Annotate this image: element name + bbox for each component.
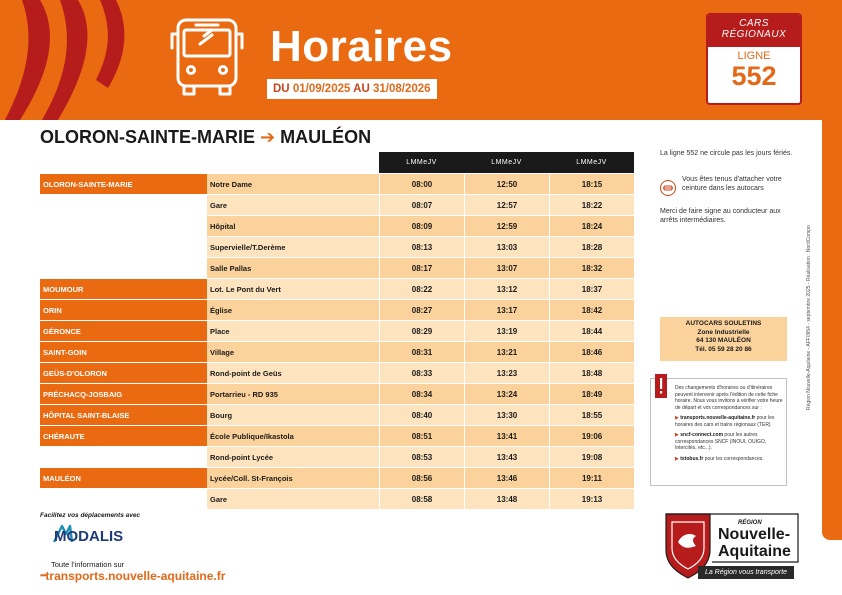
departure-time: 13:23	[464, 362, 549, 383]
commune-name	[40, 236, 207, 257]
timetable-row	[40, 236, 634, 257]
commune-name: ORIN	[40, 299, 207, 320]
departure-time: 18:15	[549, 173, 634, 194]
departure-time: 08:09	[379, 215, 464, 236]
stop-name: École Publique/Ikastola	[207, 425, 379, 446]
timetable-row	[40, 194, 634, 215]
seatbelt-text: Vous êtes tenus d'attacher votre ceinture dans les autocars	[682, 176, 782, 192]
departure-time: 12:59	[464, 215, 549, 236]
route-arrow-icon: ➔	[260, 127, 276, 147]
stop-name: Bourg	[207, 404, 379, 425]
departure-time: 08:56	[379, 467, 464, 488]
info-website-text[interactable]: transports.nouvelle-aquitaine.fr	[45, 569, 226, 583]
departure-time: 19:08	[549, 446, 634, 467]
commune-name: SAINT-GOIN	[40, 341, 207, 362]
commune-name: MAULÉON	[40, 467, 207, 488]
changes-info-box	[650, 378, 787, 486]
departure-time: 13:30	[464, 404, 549, 425]
sign-driver-note: Merci de faire signe au conducteur aux arrêts intermédiaires.	[660, 208, 781, 224]
header-blank	[40, 152, 207, 173]
holidays-note: La ligne 552 ne circule pas les jours fériés.	[660, 150, 793, 157]
departure-time: 08:29	[379, 320, 464, 341]
line-label: LIGNE	[737, 50, 771, 62]
commune-name	[40, 215, 207, 236]
commune-name: GEÜS-D'OLORON	[40, 362, 207, 383]
print-credit: Région Nouvelle-Aquitaine - AFF0954 - septembre 2025 - Réalisation : NordCompo	[806, 225, 812, 410]
date-to: 31/08/2026	[373, 83, 431, 95]
departure-time: 08:17	[379, 257, 464, 278]
header-blank	[207, 152, 379, 173]
departure-time: 18:32	[549, 257, 634, 278]
departure-time: 08:51	[379, 425, 464, 446]
stop-name: Village	[207, 341, 379, 362]
seatbelt-icon	[660, 180, 676, 196]
info-link-3-desc: pour les correspondances.	[704, 455, 764, 462]
info-link-row: ▶ sncf-connect.com pour les autres correspondances SNCF (INOUI, OUIGO, Intercités, etc...).	[675, 432, 767, 451]
timetable-row	[40, 383, 634, 404]
stop-name: Gare	[207, 488, 379, 509]
stop-name: Supervielle/T.Derème	[207, 236, 379, 257]
departure-time: 08:27	[379, 299, 464, 320]
stop-name: Lot. Le Pont du Vert	[207, 278, 379, 299]
commune-name	[40, 194, 207, 215]
stop-name: Notre Dame	[207, 173, 379, 194]
decorative-swoosh-icon	[0, 0, 170, 120]
departure-time: 19:11	[549, 467, 634, 488]
header-band	[0, 0, 842, 120]
departure-time: 18:55	[549, 404, 634, 425]
timetable-row	[40, 446, 634, 467]
departure-time: 13:41	[464, 425, 549, 446]
info-caption: Toute l'information sur	[51, 560, 125, 569]
timetable	[40, 152, 634, 509]
operator-contact	[660, 317, 787, 361]
info-link-2[interactable]: sncf-connect.com	[680, 432, 724, 438]
modalis-logo	[52, 522, 132, 546]
day-header: LMMeJV	[379, 152, 464, 173]
timetable-row	[40, 341, 634, 362]
bus-icon	[168, 14, 246, 104]
departure-time: 08:34	[379, 383, 464, 404]
timetable-row	[40, 467, 634, 488]
departure-time: 13:48	[464, 488, 549, 509]
day-header: LMMeJV	[464, 152, 549, 173]
timetable-row	[40, 362, 634, 383]
commune-name: GÉRONCE	[40, 320, 207, 341]
departure-time: 08:07	[379, 194, 464, 215]
stop-name: Gare	[207, 194, 379, 215]
stop-name: Hôpital	[207, 215, 379, 236]
departure-time: 13:46	[464, 467, 549, 488]
stop-name: Place	[207, 320, 379, 341]
region-tagline: La Région vous transporte	[698, 566, 794, 579]
commune-name: PRÉCHACQ-JOSBAIG	[40, 383, 207, 404]
info-link-row: ▶ txtobus.fr pour les correspondances.	[675, 455, 764, 462]
timetable-row	[40, 257, 634, 278]
day-header: LMMeJV	[549, 152, 634, 173]
stop-name: Rond-point Lycée	[207, 446, 379, 467]
departure-time: 08:33	[379, 362, 464, 383]
route-origin: OLORON-SAINTE-MARIE	[40, 127, 255, 147]
timetable-row	[40, 299, 634, 320]
line-number: 552	[731, 61, 777, 91]
stop-name: Rond-point de Geüs	[207, 362, 379, 383]
departure-time: 18:44	[549, 320, 634, 341]
departure-time: 13:12	[464, 278, 549, 299]
commune-name: OLORON-SAINTE-MARIE	[40, 173, 207, 194]
departure-time: 12:57	[464, 194, 549, 215]
seatbelt-note	[660, 176, 800, 196]
commune-name: MOUMOUR	[40, 278, 207, 299]
region-label: RÉGION	[738, 520, 762, 526]
departure-time: 08:22	[379, 278, 464, 299]
departure-time: 13:24	[464, 383, 549, 404]
info-link-1-desc: pour les horaires des cars et trains régionaux (TER)	[675, 415, 775, 428]
departure-time: 08:40	[379, 404, 464, 425]
info-link-3[interactable]: txtobus.fr	[680, 455, 704, 462]
validity-dates	[267, 79, 437, 99]
departure-time: 18:42	[549, 299, 634, 320]
departure-time: 08:00	[379, 173, 464, 194]
timetable-row	[40, 488, 634, 509]
departure-time: 08:13	[379, 236, 464, 257]
stop-name: Lycée/Coll. St-François	[207, 467, 379, 488]
date-from: 01/09/2025	[292, 83, 351, 95]
stop-name: Salle Pallas	[207, 257, 379, 278]
changes-intro: Des changements d'horaires ou d'itinéraires peuvent intervenir après l'édition de cette fiche horaire. Nous vous invitons à vérifier votre heure de départ et vos correspondances sur :	[675, 385, 783, 411]
info-link-1[interactable]: transports.nouvelle-aquitaine.fr	[680, 415, 756, 421]
departure-time: 13:17	[464, 299, 549, 320]
info-website[interactable]: •••transports.nouvelle-aquitaine.fr	[40, 569, 226, 583]
departure-time: 18:49	[549, 383, 634, 404]
departure-time: 13:03	[464, 236, 549, 257]
info-link-row: ▶ transports.nouvelle-aquitaine.fr pour les horaires des cars et trains régionaux (TER)	[675, 415, 775, 428]
changes-info-text	[675, 385, 785, 462]
departure-time: 18:28	[549, 236, 634, 257]
departure-time: 19:06	[549, 425, 634, 446]
modalis-name: MODALIS	[54, 528, 124, 545]
departure-time: 08:53	[379, 446, 464, 467]
timetable-header-row	[40, 152, 634, 173]
commune-name: HÔPITAL SAINT-BLAISE	[40, 404, 207, 425]
operator-name: AUTOCARS SOULETINS	[685, 320, 762, 327]
operator-address-1: Zone Industrielle	[697, 328, 750, 336]
route-title	[40, 127, 371, 148]
commune-name	[40, 488, 207, 509]
warning-icon	[655, 374, 667, 398]
departure-time: 13:07	[464, 257, 549, 278]
departure-time: 18:46	[549, 341, 634, 362]
departure-time: 18:48	[549, 362, 634, 383]
date-prefix: DU	[273, 83, 290, 95]
timetable-row	[40, 320, 634, 341]
date-mid: AU	[353, 83, 370, 95]
commune-name	[40, 446, 207, 467]
timetable-row	[40, 215, 634, 236]
departure-time: 19:13	[549, 488, 634, 509]
departure-time: 18:37	[549, 278, 634, 299]
departure-time: 13:43	[464, 446, 549, 467]
commune-name: CHÉRAUTE	[40, 425, 207, 446]
page-title: Horaires	[270, 22, 453, 71]
region-name-line-2: Aquitaine	[718, 543, 791, 560]
departure-time: 08:31	[379, 341, 464, 362]
stop-name: Portarrieu - RD 935	[207, 383, 379, 404]
right-stripe	[822, 120, 842, 540]
line-badge-top: CARS RÉGIONAUX	[708, 15, 800, 47]
timetable-row	[40, 425, 634, 446]
modalis-caption: Facilitez vos déplacements avec	[40, 512, 141, 519]
departure-time: 18:22	[549, 194, 634, 215]
stop-name: Église	[207, 299, 379, 320]
commune-name	[40, 257, 207, 278]
info-link-2-desc: pour les autres correspondances SNCF (INOUI, OUIGO, Intercités, etc...).	[675, 432, 767, 451]
departure-time: 08:58	[379, 488, 464, 509]
region-name	[718, 526, 791, 560]
timetable-row	[40, 404, 634, 425]
route-destination: MAULÉON	[280, 127, 372, 147]
operator-address-2: 64 130 MAULÉON	[696, 337, 751, 344]
line-badge	[706, 13, 802, 105]
departure-time: 18:24	[549, 215, 634, 236]
departure-time: 13:21	[464, 341, 549, 362]
departure-time: 12:50	[464, 173, 549, 194]
timetable-row	[40, 173, 634, 194]
region-name-line-1: Nouvelle-	[718, 526, 791, 543]
timetable-row	[40, 278, 634, 299]
departure-time: 13:19	[464, 320, 549, 341]
operator-phone: Tél. 05 59 28 20 86	[695, 345, 752, 353]
